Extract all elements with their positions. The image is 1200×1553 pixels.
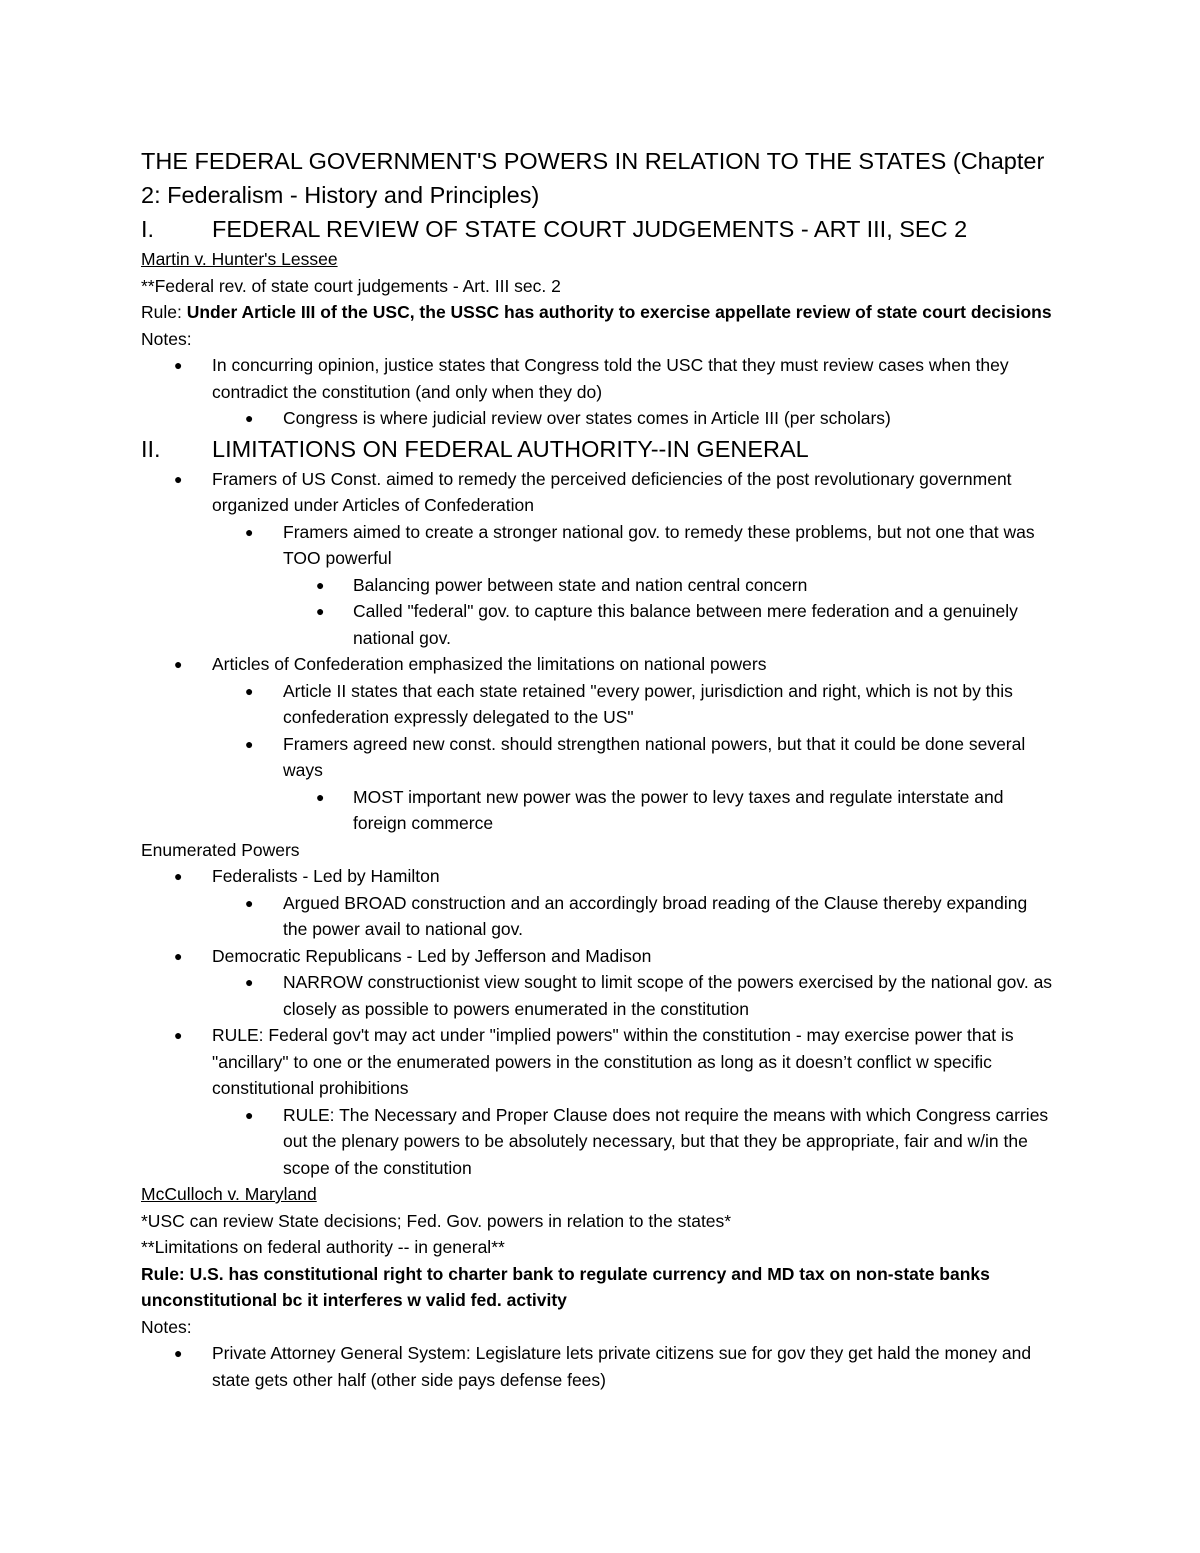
document-title: THE FEDERAL GOVERNMENT'S POWERS IN RELATION TO THE STATES (Chapter 2: Federalism - History and Principles) bbox=[141, 148, 1045, 208]
list-item bbox=[141, 598, 1056, 651]
list-item-text: RULE: Federal gov't may act under "implied powers" within the constitution - may exercise power that is "ancillary" to one or the enumerated powers in the constitution as long as it doesn’t conflict w specific constitutional prohibitions bbox=[212, 1025, 1014, 1098]
case-name: McCulloch v. Maryland bbox=[141, 1184, 317, 1204]
enumerated-powers-list bbox=[141, 863, 1056, 1181]
list-item bbox=[141, 352, 1056, 405]
list-item bbox=[141, 863, 1056, 890]
list-item bbox=[141, 969, 1056, 1022]
list-item bbox=[141, 890, 1056, 943]
rule-text: Under Article III of the USC, the USSC has authority to exercise appellate review of state court decisions bbox=[186, 302, 1052, 322]
list-item-text: Called "federal" gov. to capture this balance between mere federation and a genuinely national gov. bbox=[353, 601, 1018, 648]
list-item-text: Framers of US Const. aimed to remedy the perceived deficiencies of the post revolutionary government organized under Articles of Confederation bbox=[212, 468, 1012, 515]
list-item bbox=[141, 466, 1056, 519]
bullet-icon: ● bbox=[245, 682, 254, 699]
bullet-icon: ● bbox=[174, 1345, 183, 1361]
bullet-icon: ● bbox=[245, 974, 254, 990]
notes-label: Notes: bbox=[141, 1316, 192, 1337]
case-tag: **Federal rev. of state court judgements - Art. III sec. 2 bbox=[141, 275, 561, 296]
bullet-icon: ● bbox=[316, 576, 325, 593]
list-item bbox=[141, 731, 1056, 784]
bullet-icon: ● bbox=[245, 410, 254, 426]
list-item bbox=[141, 784, 1056, 837]
list-item-text: Balancing power between state and nation central concern bbox=[353, 574, 808, 595]
list-item-text: Congress is where judicial review over states comes in Article III (per scholars) bbox=[283, 408, 891, 428]
section-heading-2 bbox=[141, 432, 1056, 466]
list-item-text: Framers agreed new const. should strengthen national powers, but that it could be done several ways bbox=[283, 733, 1026, 780]
section-heading-1 bbox=[141, 212, 1056, 246]
section-2-list bbox=[141, 466, 1056, 837]
bullet-icon: ● bbox=[174, 868, 183, 884]
list-item-text: NARROW constructionist view sought to limit scope of the powers exercised by the national gov. as closely as possible to powers enumerated in the constitution bbox=[283, 972, 1053, 1019]
list-item bbox=[141, 678, 1056, 731]
section-numeral: II. bbox=[141, 435, 161, 462]
bullet-icon: ● bbox=[174, 470, 183, 487]
list-item-text: RULE: The Necessary and Proper Clause does not require the means with which Congress carries out the plenary powers to be absolutely necessary, but that they be appropriate, fair and w/in the scope of the constitution bbox=[283, 1104, 1049, 1178]
list-item-text: In concurring opinion, justice states that Congress told the USC that they must review cases when they contradict the constitution (and only when they do) bbox=[212, 355, 1009, 402]
bullet-icon: ● bbox=[174, 357, 183, 373]
list-item bbox=[141, 1340, 1056, 1393]
rule-paragraph: Rule: U.S. has constitutional right to charter bank to regulate currency and MD tax on non-state banks unconstitutional bc it interferes w valid fed. activity bbox=[141, 1263, 990, 1310]
list-item-text: Articles of Confederation emphasized the limitations on national powers bbox=[212, 654, 767, 674]
list-item-text: Democratic Republicans - Led by Jefferson and Madison bbox=[212, 945, 652, 966]
case-tag: *USC can review State decisions; Fed. Gov. powers in relation to the states* bbox=[141, 1210, 732, 1231]
list-item bbox=[141, 1022, 1056, 1102]
section-numeral: I. bbox=[141, 216, 155, 242]
list-item-text: Article II states that each state retained "every power, jurisdiction and right, which is not by this confederation expressly delegated to the US" bbox=[283, 680, 1013, 727]
list-item-text: MOST important new power was the power to levy taxes and regulate interstate and foreign commerce bbox=[353, 786, 1004, 833]
rule-paragraph bbox=[141, 299, 1056, 326]
list-item-text: Federalists - Led by Hamilton bbox=[212, 866, 440, 886]
document-body bbox=[141, 144, 1056, 1393]
bullet-icon: ● bbox=[245, 894, 254, 911]
bullet-icon: ● bbox=[174, 656, 183, 672]
notes-list bbox=[141, 1340, 1056, 1393]
list-item bbox=[141, 572, 1056, 599]
notes-list bbox=[141, 352, 1056, 432]
list-item bbox=[141, 1102, 1056, 1182]
list-item bbox=[141, 405, 1056, 432]
bullet-icon: ● bbox=[316, 603, 325, 619]
list-item-text: Private Attorney General System: Legislature lets private citizens sue for gov they get hald the money and state gets other half (other side pays defense fees) bbox=[212, 1343, 1032, 1390]
bullet-icon: ● bbox=[245, 735, 254, 752]
section-heading-text: FEDERAL REVIEW OF STATE COURT JUDGEMENTS - ART III, SEC 2 bbox=[212, 216, 968, 242]
case-name: Martin v. Hunter's Lessee bbox=[141, 249, 338, 269]
bullet-icon: ● bbox=[174, 947, 183, 964]
bullet-icon: ● bbox=[245, 1106, 254, 1123]
bullet-icon: ● bbox=[174, 1027, 183, 1043]
case-tag: **Limitations on federal authority -- in general** bbox=[141, 1237, 505, 1257]
list-item bbox=[141, 519, 1056, 572]
list-item bbox=[141, 943, 1056, 970]
rule-label: Rule: bbox=[141, 302, 187, 322]
enumerated-powers-heading: Enumerated Powers bbox=[141, 839, 300, 860]
list-item-text: Argued BROAD construction and an accordingly broad reading of the Clause thereby expanding the power avail to national gov. bbox=[283, 892, 1028, 939]
list-item-text: Framers aimed to create a stronger national gov. to remedy these problems, but not one that was TOO powerful bbox=[283, 521, 1035, 568]
bullet-icon: ● bbox=[245, 523, 254, 540]
section-heading-text: LIMITATIONS ON FEDERAL AUTHORITY--IN GENERAL bbox=[212, 435, 809, 462]
list-item bbox=[141, 651, 1056, 678]
notes-label: Notes: bbox=[141, 328, 192, 349]
bullet-icon: ● bbox=[316, 788, 325, 805]
